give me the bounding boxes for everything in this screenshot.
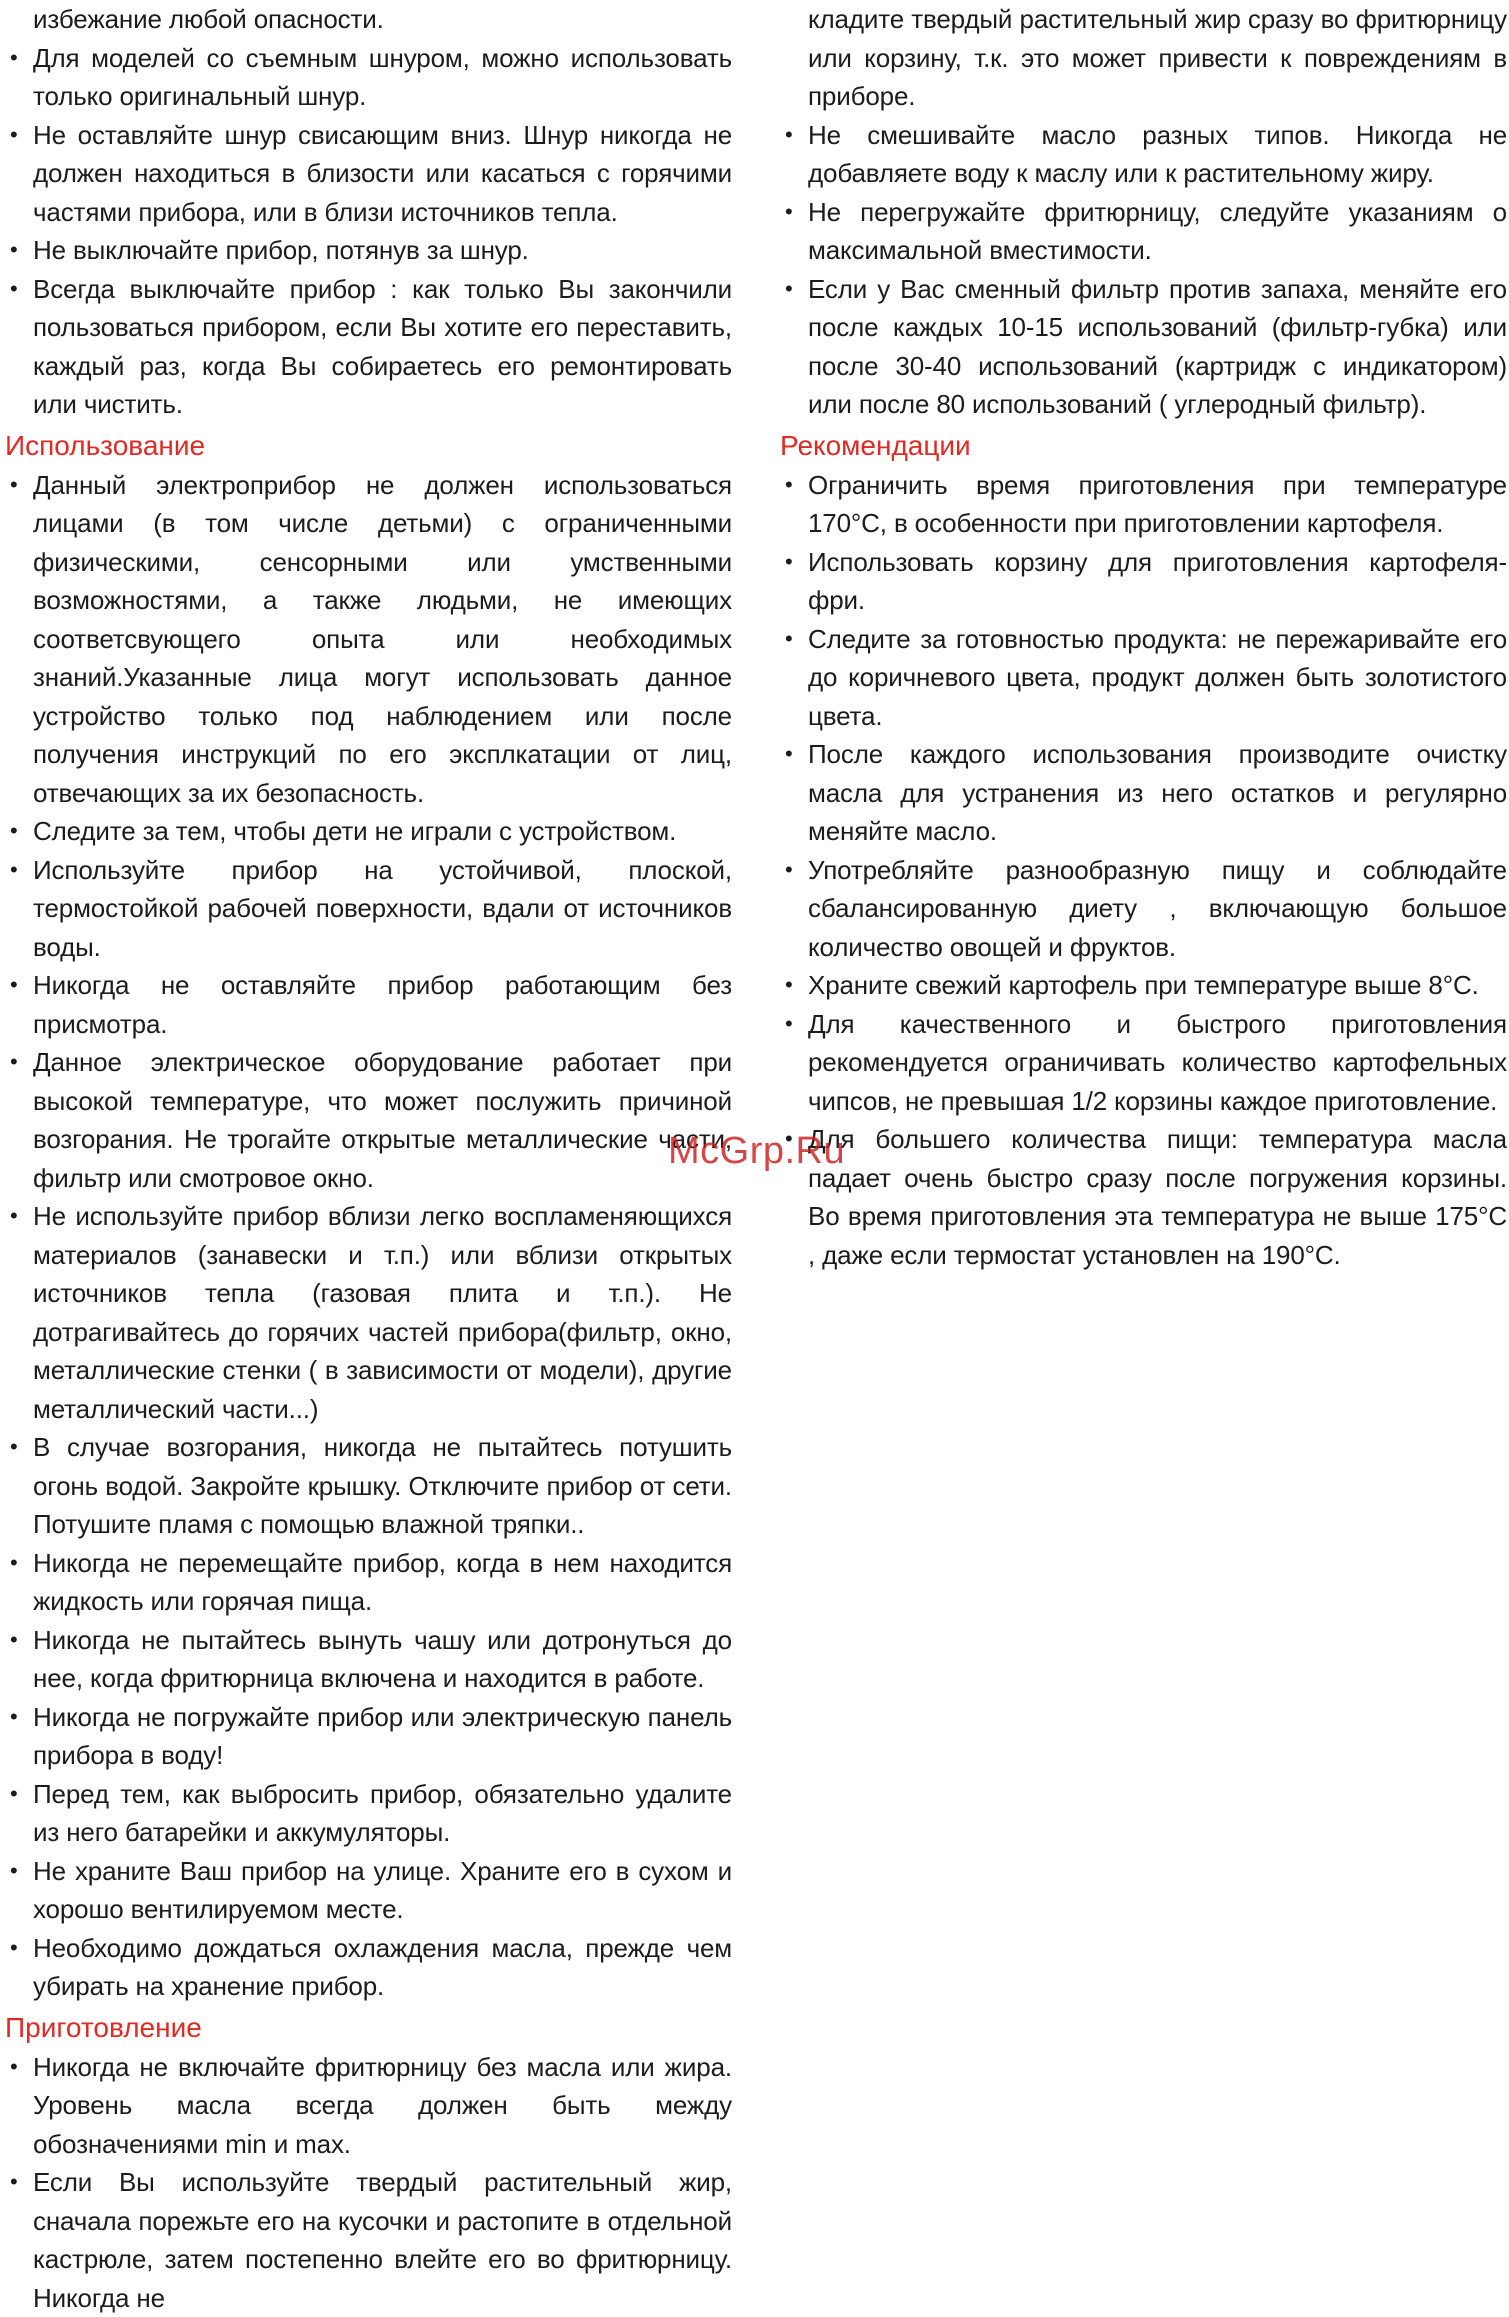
left-column	[10, 0, 732, 2317]
continuation-text: избежание любой опасности.	[10, 0, 732, 39]
list-item: • Храните свежий картофель при температуре выше 8°C.	[785, 966, 1507, 1005]
list-item: • Никогда не включайте фритюрницу без масла или жира. Уровень масла всегда должен быть между обозначениями min и max.	[10, 2048, 732, 2164]
tips-heading: Рекомендации	[780, 426, 1507, 466]
list-item: • Данный электроприбор не должен использоваться лицами (в том числе детьми) с ограниченными физическими, сенсорными или умственными возможностями, а также людьми, не имеющих соответсвующего опыта или необходимых знаний.Указанные лица могут использовать данное устройство только под наблюдением или после получения инструкций по его эксплкатации от лиц, отвечающих за их безопасность.	[10, 466, 732, 813]
list-item: • Не перегружайте фритюрницу, следуйте указаниям о максимальной вместимости.	[785, 193, 1507, 270]
list-item: • Использовать корзину для приготовления картофеля-фри.	[785, 543, 1507, 620]
list-item: • Не оставляйте шнур свисающим вниз. Шнур никогда не должен находиться в близости или касаться с горячими частями прибора, или в близи источников тепла.	[10, 116, 732, 232]
intro-list	[10, 39, 732, 424]
tips-list	[785, 466, 1507, 1275]
continuation-text: кладите твердый растительный жир сразу во фритюрницу или корзину, т.к. это может привести к повреждениям в приборе.	[785, 0, 1507, 116]
list-item: • Никогда не оставляйте прибор работающим без присмотра.	[10, 966, 732, 1043]
list-item: • Перед тем, как выбросить прибор, обязательно удалите из него батарейки и аккумуляторы.	[10, 1775, 732, 1852]
usage-list	[10, 466, 732, 2006]
list-item: • В случае возгорания, никогда не пытайтесь потушить огонь водой. Закройте крышку. Отключите прибор от сети. Потушите пламя с помощью влажной тряпки..	[10, 1428, 732, 1544]
list-item: • Не используйте прибор вблизи легко воспламеняющихся материалов (занавески и т.п.) или вблизи открытых источников тепла (газовая плита и т.п.). Не дотрагивайтесь до горячих частей прибора(фильтр, окно, металлические стенки ( в зависимости от модели), другие металлический части...)	[10, 1197, 732, 1428]
right-column	[785, 0, 1507, 1274]
list-item: • Если у Вас сменный фильтр против запаха, меняйте его после каждых 10-15 использований (фильтр-губка) или после 30-40 использований (картридж с индикатором) или после 80 использований ( углеродный фильтр).	[785, 270, 1507, 424]
watermark: McGrp.Ru	[668, 1130, 845, 1173]
intro-list	[785, 116, 1507, 424]
list-item: • Не храните Ваш прибор на улице. Храните его в сухом и хорошо вентилируемом месте.	[10, 1852, 732, 1929]
list-item: • Употребляйте разнообразную пищу и соблюдайте сбалансированную диету , включающую большое количество овощей и фруктов.	[785, 851, 1507, 967]
list-item: • Ограничить время приготовления при температуре 170°C, в особенности при приготовлении картофеля.	[785, 466, 1507, 543]
list-item: • Если Вы используйте твердый растительный жир, сначала порежьте его на кусочки и растопите в отдельной кастрюле, затем постепенно влейте его во фритюрницу. Никогда не	[10, 2163, 732, 2317]
cooking-list	[10, 2048, 732, 2317]
list-item: • Следите за тем, чтобы дети не играли с устройством.	[10, 812, 732, 851]
list-item: • Никогда не перемещайте прибор, когда в нем находится жидкость или горячая пища.	[10, 1544, 732, 1621]
list-item: • Никогда не пытайтесь вынуть чашу или дотронуться до нее, когда фритюрница включена и находится в работе.	[10, 1621, 732, 1698]
list-item: • Данное электрическое оборудование работает при высокой температуре, что может послужить причиной возгорания. Не трогайте открытые металлические части, фильтр или смотровое окно.	[10, 1043, 732, 1197]
cooking-heading: Приготовление	[5, 2008, 732, 2048]
list-item: • Всегда выключайте прибор : как только Вы закончили пользоваться прибором, если Вы хотите его переставить, каждый раз, когда Вы собираетесь его ремонтировать или чистить.	[10, 270, 732, 424]
list-item: • Следите за готовностью продукта: не пережаривайте его до коричневого цвета, продукт должен быть золотистого цвета.	[785, 620, 1507, 736]
list-item: • Для качественного и быстрого приготовления рекомендуется ограничивать количество картофельных чипсов, не превышая 1/2 корзины каждое приготовление.	[785, 1005, 1507, 1121]
list-item: • Используйте прибор на устойчивой, плоской, термостойкой рабочей поверхности, вдали от источников воды.	[10, 851, 732, 967]
list-item: • Необходимо дождаться охлаждения масла, прежде чем убирать на хранение прибор.	[10, 1929, 732, 2006]
list-item: • Не смешивайте масло разных типов. Никогда не добавляете воду к маслу или к растительному жиру.	[785, 116, 1507, 193]
list-item: • Для моделей со съемным шнуром, можно использовать только оригинальный шнур.	[10, 39, 732, 116]
list-item: • Не выключайте прибор, потянув за шнур.	[10, 231, 732, 270]
usage-heading: Использование	[5, 426, 732, 466]
list-item: • После каждого использования производите очистку масла для устранения из него остатков и регулярно меняйте масло.	[785, 735, 1507, 851]
list-item: • Для большего количества пищи: температура масла падает очень быстро сразу после погружения корзины. Во время приготовления эта температура не выше 175°C , даже если термостат установлен на 190°C.	[785, 1120, 1507, 1274]
list-item: • Никогда не погружайте прибор или электрическую панель прибора в воду!	[10, 1698, 732, 1775]
